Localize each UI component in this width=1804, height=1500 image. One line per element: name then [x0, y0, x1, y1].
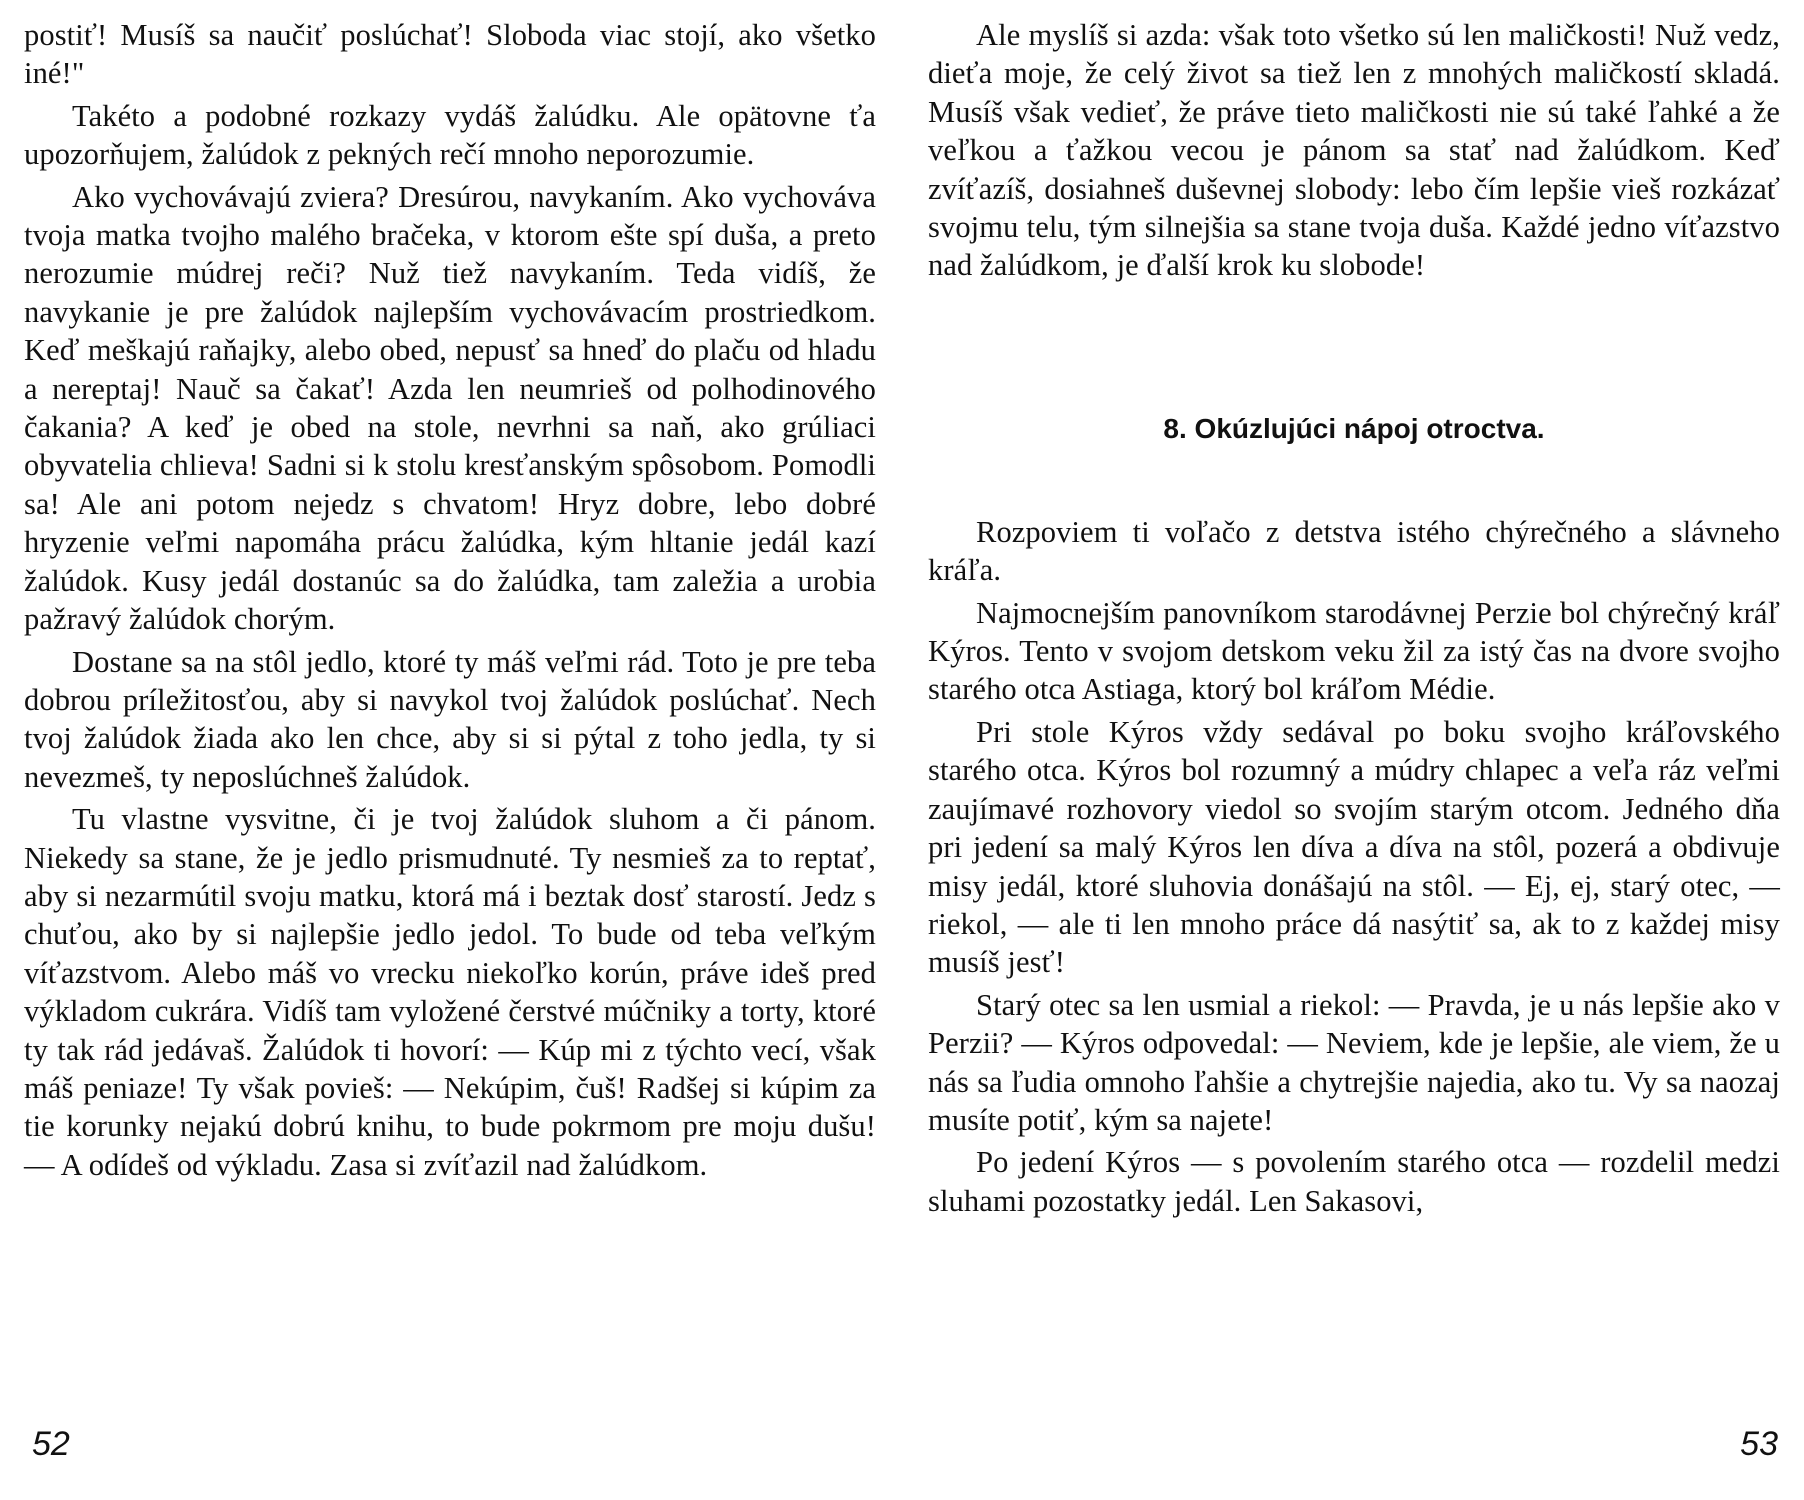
right-page [928, 16, 1780, 1496]
left-page [24, 16, 876, 1496]
paragraph: Takéto a podobné rozkazy vydáš žalúdku. Ale opätovne ťa upozorňujem, žalúdok z pekných rečí mnoho neporozumie. [24, 98, 876, 172]
paragraph: Ako vychovávajú zviera? Dresúrou, navykaním. Ako vychováva tvoja matka tvojho malého bračeka, v ktorom ešte spí duša, a preto nerozumie múdrej reči? Nuž tiež navykaním. Teda vidíš, že navykanie je pre žalúdok najlepším vychovávacím prostriedkom. Keď meškajú raňajky, alebo obed, nepusť sa hneď do plaču od hladu a nereptaj! Nauč sa čakať! Azda len neumrieš od polhodinového čakania? A keď je obed na stole, nevrhni sa naň, ako grúliaci obyvatelia chlieva! Sadni si k stolu kresťanským spôsobom. Pomodli sa! Ale ani potom nejedz s chvatom! Hryz dobre, lebo dobré hryzenie veľmi napomáha prácu žalúdka, kým hltanie jedál kazí žalúdok. Kusy jedál dostanúc sa do žalúdka, tam zaležia a urobia pažravý žalúdok chorým. [24, 179, 876, 637]
paragraph: Pri stole Kýros vždy sedával po boku svojho kráľovského starého otca. Kýros bol rozumný a múdry chlapec a veľa ráz veľmi zaujímavé rozhovory viedol so svojím starým otcom. Jedného dňa pri jedení sa malý Kýros len díva a díva na stôl, pozerá a obdivuje misy jedál, ktoré sluhovia donášajú na stôl. — Ej, ej, starý otec, — riekol, — ale ti len mnoho práce dá nasýtiť sa, ak to z každej misy musíš jesť! [928, 714, 1780, 980]
paragraph: postiť! Musíš sa naučiť poslúchať! Sloboda viac stojí, ako všetko iné!" [24, 18, 876, 91]
paragraph: Starý otec sa len usmial a riekol: — Pravda, je u nás lepšie ako v Perzii? — Kýros odpovedal: — Neviem, kde je lepšie, ale viem, že u nás sa ľudia omnoho ľahšie a chytrejšie najedia, ako tu. Vy sa naozaj musíte potiť, kým sa najete! [928, 987, 1780, 1137]
paragraph: Ale myslíš si azda: však toto všetko sú len maličkosti! Nuž vedz, dieťa moje, že celý život sa tiež len z mnohých maličkostí skladá. Musíš však vedieť, že práve tieto maličkosti nie sú také ľahké a že veľkou a ťažkou vecou je pánom sa stať nad žalúdkom. Keď zvíťazíš, dosiahneš duševnej slobody: lebo čím lepšie vieš rozkázať svojmu telu, tým silnejšia sa stane tvoja duša. Každé jedno víťazstvo nad žalúdkom, je ďalší krok ku slobode! [928, 18, 1780, 283]
page-number: 53 [1740, 1425, 1778, 1463]
chapter-heading: 8. Okúzlujúci nápoj otroctva. [1163, 412, 1545, 444]
paragraph: Po jedení Kýros — s povolením starého otca — rozdelil medzi sluhami pozostatky jedál. Len Sakasovi, [928, 1145, 1780, 1218]
paragraph: Rozpoviem ti voľačo z detstva istého chýrečného a slávneho kráľa. [928, 514, 1780, 588]
paragraph: Dostane sa na stôl jedlo, ktoré ty máš veľmi rád. Toto je pre teba dobrou príležitosťou, aby si navykol tvoj žalúdok poslúchať. Nech tvoj žalúdok žiada ako len chce, aby si si pýtal z toho jedla, ty si nevezmeš, ty neposlúchneš žalúdok. [24, 644, 876, 794]
paragraph: Tu vlastne vysvitne, či je tvoj žalúdok sluhom a či pánom. Niekedy sa stane, že je jedlo prismudnuté. Ty nesmieš za to reptať, aby si nezarmútil svoju matku, ktorá má i beztak dosť starostí. Jedz s chuťou, ako by si najlepšie jedlo jedol. To bude od teba veľkým víťazstvom. Alebo máš vo vrecku niekoľko korún, práve ideš pred výkladom cukrára. Vidíš tam vyložené čerstvé múčniky a torty, ktoré ty tak rád jedávaš. Žalúdok ti hovorí: — Kúp mi z týchto vecí, však máš peniaze! Ty však povieš: — Nekúpim, čuš! Radšej si kúpim za tie korunky nejakú dobrú knihu, to bude pokrmom pre moju dušu! — A odídeš od výkladu. Zasa si zvíťazil nad žalúdkom. [24, 802, 876, 1182]
page-number: 52 [32, 1425, 70, 1463]
paragraph: Najmocnejším panovníkom starodávnej Perzie bol chýrečný kráľ Kýros. Tento v svojom detskom veku žil za istý čas na dvore svojho starého otca Astiaga, ktorý bol kráľom Médie. [928, 595, 1780, 707]
